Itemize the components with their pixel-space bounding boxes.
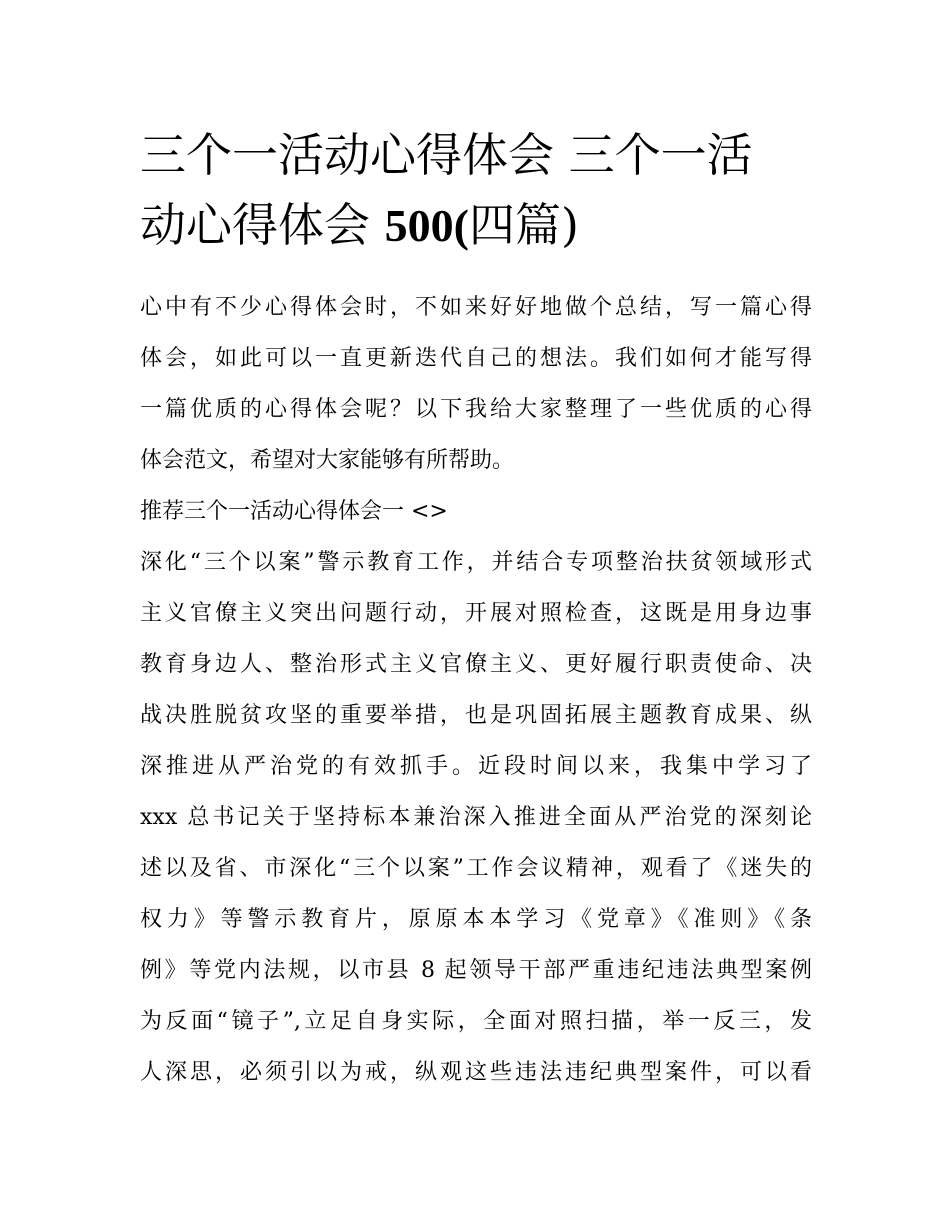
title-line-2 <box>140 190 812 260</box>
body-line: xxx 总书记关于坚持标本兼治深入推进全面从严治党的深刻论 <box>140 805 812 830</box>
document-body <box>140 282 812 1098</box>
body-line: 深化“三个以案”警示教育工作，并结合专项整治扶贫领域形式 <box>140 550 812 575</box>
document-title <box>140 120 812 260</box>
document-content <box>140 120 812 1098</box>
body-line: 例》等党内法规，以市县 8 起领导干部严重违纪违法典型案例 <box>140 958 812 983</box>
body-line: 人深思，必须引以为戒，纵观这些违法违纪典型案件，可以看 <box>140 1060 812 1085</box>
body-line: 教育身边人、整治形式主义官僚主义、更好履行职责使命、决 <box>140 652 812 677</box>
title-line-2-text: 动心得体会 <box>140 198 370 252</box>
body-line: 体会范文，希望对大家能够有所帮助。 <box>140 448 515 473</box>
body-line: 一篇优质的心得体会呢？以下我给大家整理了一些优质的心得 <box>140 397 812 422</box>
body-line: 战决胜脱贫攻坚的重要举措，也是巩固拓展主题教育成果、纵 <box>140 703 812 728</box>
title-line-2-number: 500( <box>384 200 469 251</box>
title-line-1: 三个一活动心得体会 三个一活 <box>140 128 753 182</box>
body-line: 体会，如此可以一直更新迭代自己的想法。我们如何才能写得 <box>140 346 812 371</box>
body-line: 述以及省、市深化“三个以案”工作会议精神，观看了《迷失的 <box>140 856 812 881</box>
title-line-2-suffix: 四篇) <box>468 198 579 252</box>
body-line: 深推进从严治党的有效抓手。近段时间以来，我集中学习了 <box>140 754 812 779</box>
body-line: 主义官僚主义突出问题行动，开展对照检查，这既是用身边事 <box>140 601 812 626</box>
body-line: 权力》等警示教育片，原原本本学习《党章》《准则》《条 <box>140 907 812 932</box>
section-heading: 推荐三个一活动心得体会一 <> <box>140 499 448 524</box>
body-line: 心中有不少心得体会时，不如来好好地做个总结，写一篇心得 <box>140 295 812 320</box>
body-line: 为反面“镜子”,立足自身实际，全面对照扫描，举一反三，发 <box>140 1009 812 1034</box>
